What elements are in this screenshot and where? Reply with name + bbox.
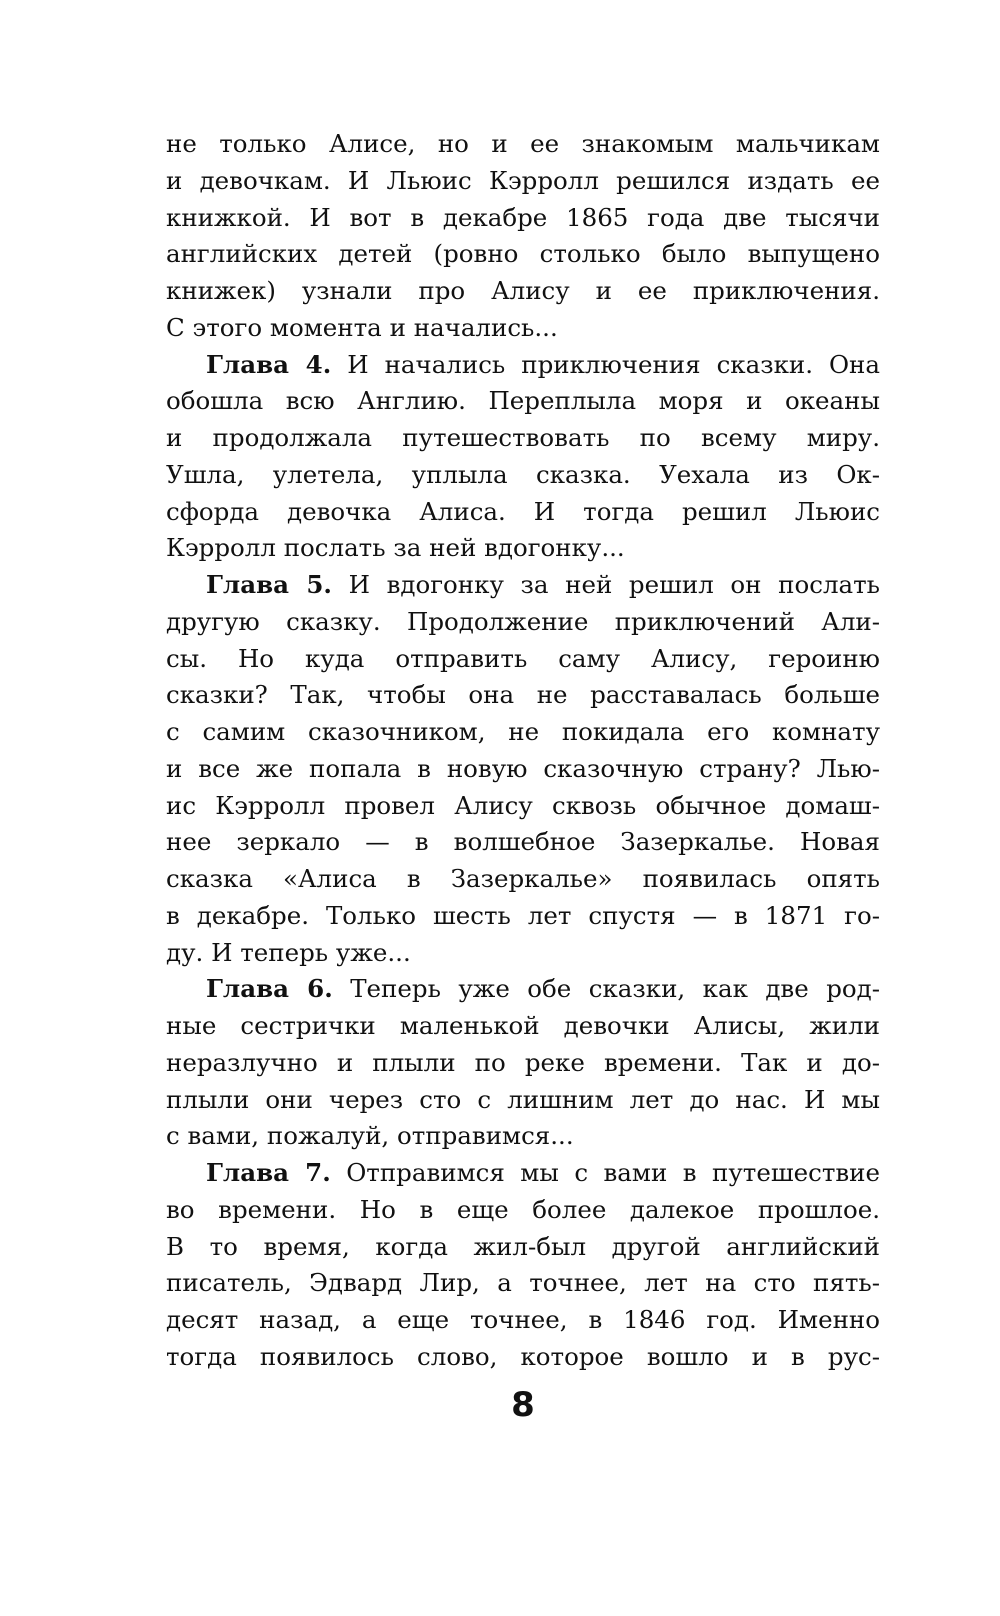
text-line: Ушла, улетела, уплыла сказка. Уехала из Ок- bbox=[166, 459, 880, 489]
text-line: и все же попала в новую сказочную страну? Лью- bbox=[166, 753, 880, 783]
chapter-text: И начались приключения сказки. Она bbox=[331, 349, 880, 379]
text-line: во времени. Но в еще более далекое прошлое. bbox=[166, 1194, 880, 1224]
chapter-label: Глава 5. bbox=[206, 570, 332, 599]
chapter-label: Глава 4. bbox=[206, 349, 332, 379]
page-text bbox=[166, 126, 880, 1376]
chapter-label: Глава 6. bbox=[206, 974, 333, 1004]
text-line: и продолжала путешествовать по всему миру. bbox=[166, 423, 880, 452]
text-line: книжкой. И вот в декабре 1865 года две тысячи bbox=[166, 202, 880, 232]
chapter-5-first-line bbox=[166, 567, 880, 604]
text-line: ду. И теперь уже... bbox=[166, 937, 411, 967]
text-line: нее зеркало — в волшебное Зазеркалье. Новая bbox=[166, 827, 880, 857]
text-line: не только Алисе, но и ее знакомым мальчикам bbox=[166, 129, 880, 158]
text-line: другую сказку. Продолжение приключений Али- bbox=[166, 606, 880, 636]
text-line: Кэрролл послать за ней вдогонку... bbox=[166, 533, 625, 563]
text-line: в декабре. Только шесть лет спустя — в 1871 го- bbox=[166, 900, 880, 930]
text-line: и девочкам. И Льюис Кэрролл решился издать ее bbox=[166, 165, 880, 195]
page-number: 8 bbox=[511, 1385, 535, 1425]
text-line: с вами, пожалуй, отправимся... bbox=[166, 1121, 574, 1151]
text-line: с самим сказочником, не покидала его комнату bbox=[166, 717, 880, 746]
text-line: В то время, когда жил-был другой английский bbox=[166, 1231, 880, 1261]
chapter-6-first-line bbox=[166, 971, 880, 1008]
chapter-7-first-line bbox=[166, 1155, 880, 1192]
chapter-label: Глава 7. bbox=[206, 1158, 331, 1187]
text-line: сказки? Так, чтобы она не расставалась больше bbox=[166, 680, 880, 710]
text-line: С этого момента и начались... bbox=[166, 312, 558, 342]
text-line: плыли они через сто с лишним лет до нас. И мы bbox=[166, 1084, 880, 1114]
chapter-text: Отправимся мы с вами в путешествие bbox=[330, 1158, 880, 1187]
text-line: английских детей (ровно столько было выпущено bbox=[166, 239, 880, 269]
text-line: обошла всю Англию. Переплыла моря и океаны bbox=[166, 386, 880, 416]
text-line: книжек) узнали про Алису и ее приключения. bbox=[166, 276, 880, 305]
chapter-text: И вдогонку за ней решил он послать bbox=[331, 570, 881, 599]
text-line: неразлучно и плыли по реке времени. Так и до- bbox=[166, 1047, 880, 1077]
text-line: ис Кэрролл провел Алису сквозь обычное домаш- bbox=[166, 790, 880, 820]
text-line: сказка «Алиса в Зазеркалье» появилась опять bbox=[166, 864, 880, 893]
text-line: сы. Но куда отправить саму Алису, героиню bbox=[166, 643, 880, 673]
chapter-text: Теперь уже обе сказки, как две род- bbox=[332, 974, 880, 1004]
chapter-4-first-line bbox=[166, 347, 880, 384]
text-line: тогда появилось слово, которое вошло и в рус- bbox=[166, 1341, 880, 1371]
text-line: ные сестрички маленькой девочки Алисы, жили bbox=[166, 1011, 880, 1040]
text-line: сфорда девочка Алиса. И тогда решил Льюис bbox=[166, 496, 880, 526]
text-line: писатель, Эдвард Лир, а точнее, лет на сто пять- bbox=[166, 1268, 880, 1298]
text-line: десят назад, а еще точнее, в 1846 год. Именно bbox=[166, 1305, 880, 1334]
